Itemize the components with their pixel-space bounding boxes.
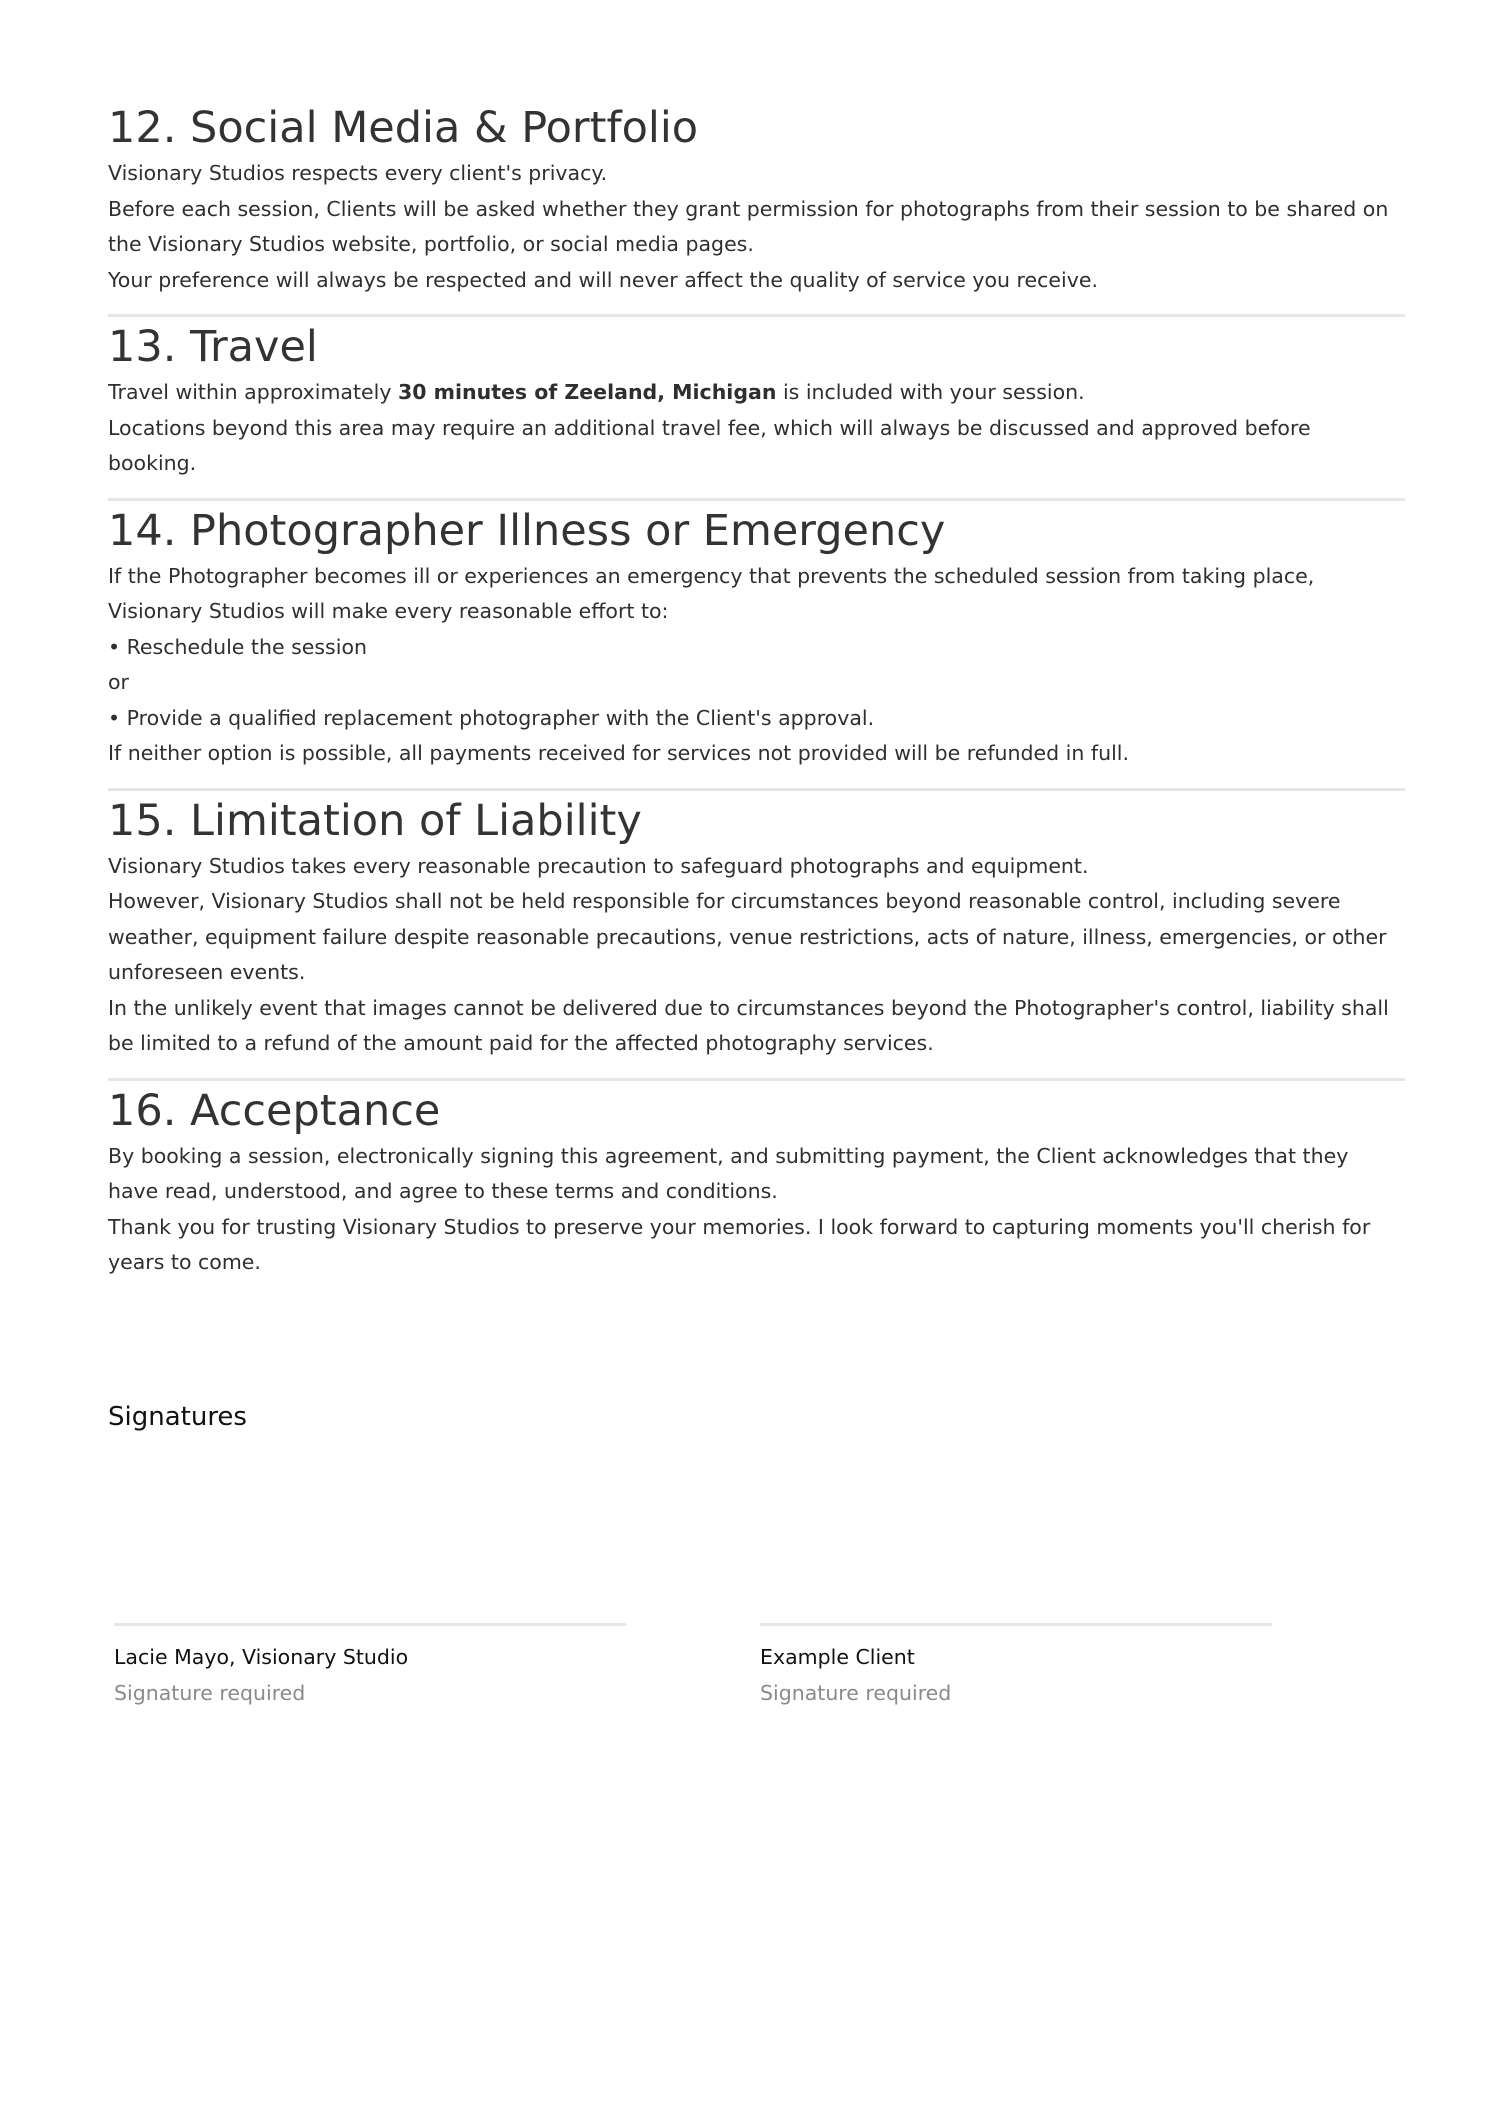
section-title: 16. Acceptance (108, 1085, 441, 1136)
section-paragraph: Before each session, Clients will be asked whether they grant permission for photographs from their session to be shared on the Visionary Studios website, portfolio, or social media pages. (108, 196, 1389, 256)
section-paragraph: Visionary Studios respects every client's privacy. (108, 161, 608, 185)
section-paragraph: Thank you for trusting Visionary Studios to preserve your memories. I look forward to capturing moments you'll cherish for years to come. (108, 1214, 1371, 1274)
section-title: 14. Photographer Illness or Emergency (108, 505, 946, 556)
section-paragraph: If neither option is possible, all payments received for services not provided will be refunded in full. (108, 741, 1130, 765)
section-illness-emergency (108, 503, 1405, 791)
travel-text-before: Travel within approximately (108, 380, 398, 404)
section-paragraph: Your preference will always be respected and will never affect the quality of service you receive. (108, 267, 1098, 292)
section-paragraph: Locations beyond this area may require an additional travel fee, which will always be discussed and approved before booking. (108, 415, 1311, 475)
bullet-item: • Reschedule the session (108, 634, 367, 659)
agreement-content (108, 100, 1405, 1299)
section-paragraph: However, Visionary Studios shall not be held responsible for circumstances beyond reasonable control, including severe weather, equipment failure despite reasonable precautions, venue restrictions, acts of nature, illness, emergencies, or other unforeseen events. (108, 889, 1387, 984)
signer-name: Lacie Mayo, Visionary Studio (114, 1645, 409, 1669)
section-title: 12. Social Media & Portfolio (108, 103, 699, 153)
travel-text-after: is included with your session. (776, 380, 1085, 404)
section-paragraph: In the unlikely event that images cannot be delivered due to circumstances beyond the Photographer's control, liability shall be limited to a refund of the amount paid for the affected photography services. (108, 995, 1389, 1055)
signer-name: Example Client (760, 1645, 915, 1669)
section-acceptance (108, 1083, 1405, 1297)
section-title: 15. Limitation of Liability (108, 795, 642, 846)
signature-status: Signature required (760, 1680, 952, 1705)
section-paragraph: By booking a session, electronically signing this agreement, and submitting payment, the Client acknowledges that they have read, understood, and agree to these terms and conditions. (108, 1143, 1349, 1203)
section-social-media (108, 100, 1405, 317)
section-paragraph: or (108, 670, 129, 694)
section-paragraph: If the Photographer becomes ill or experiences an emergency that prevents the scheduled session from taking place, Visionary Studios will make every reasonable effort to: (108, 563, 1315, 623)
signature-status: Signature required (114, 1680, 306, 1705)
section-liability (108, 793, 1405, 1081)
section-paragraph: Visionary Studios takes every reasonable precaution to safeguard photographs and equipment. (108, 853, 1089, 878)
signature-block-studio[interactable] (114, 1623, 626, 1711)
section-travel (108, 319, 1405, 501)
travel-paragraph (108, 375, 1405, 411)
signature-block-client[interactable] (760, 1623, 1272, 1711)
bullet-item: • Provide a qualified replacement photographer with the Client's approval. (108, 705, 875, 730)
travel-distance: 30 minutes of Zeeland, Michigan (397, 380, 777, 404)
signatures-heading: Signatures (108, 1402, 247, 1432)
section-title: 13. Travel (108, 322, 318, 372)
